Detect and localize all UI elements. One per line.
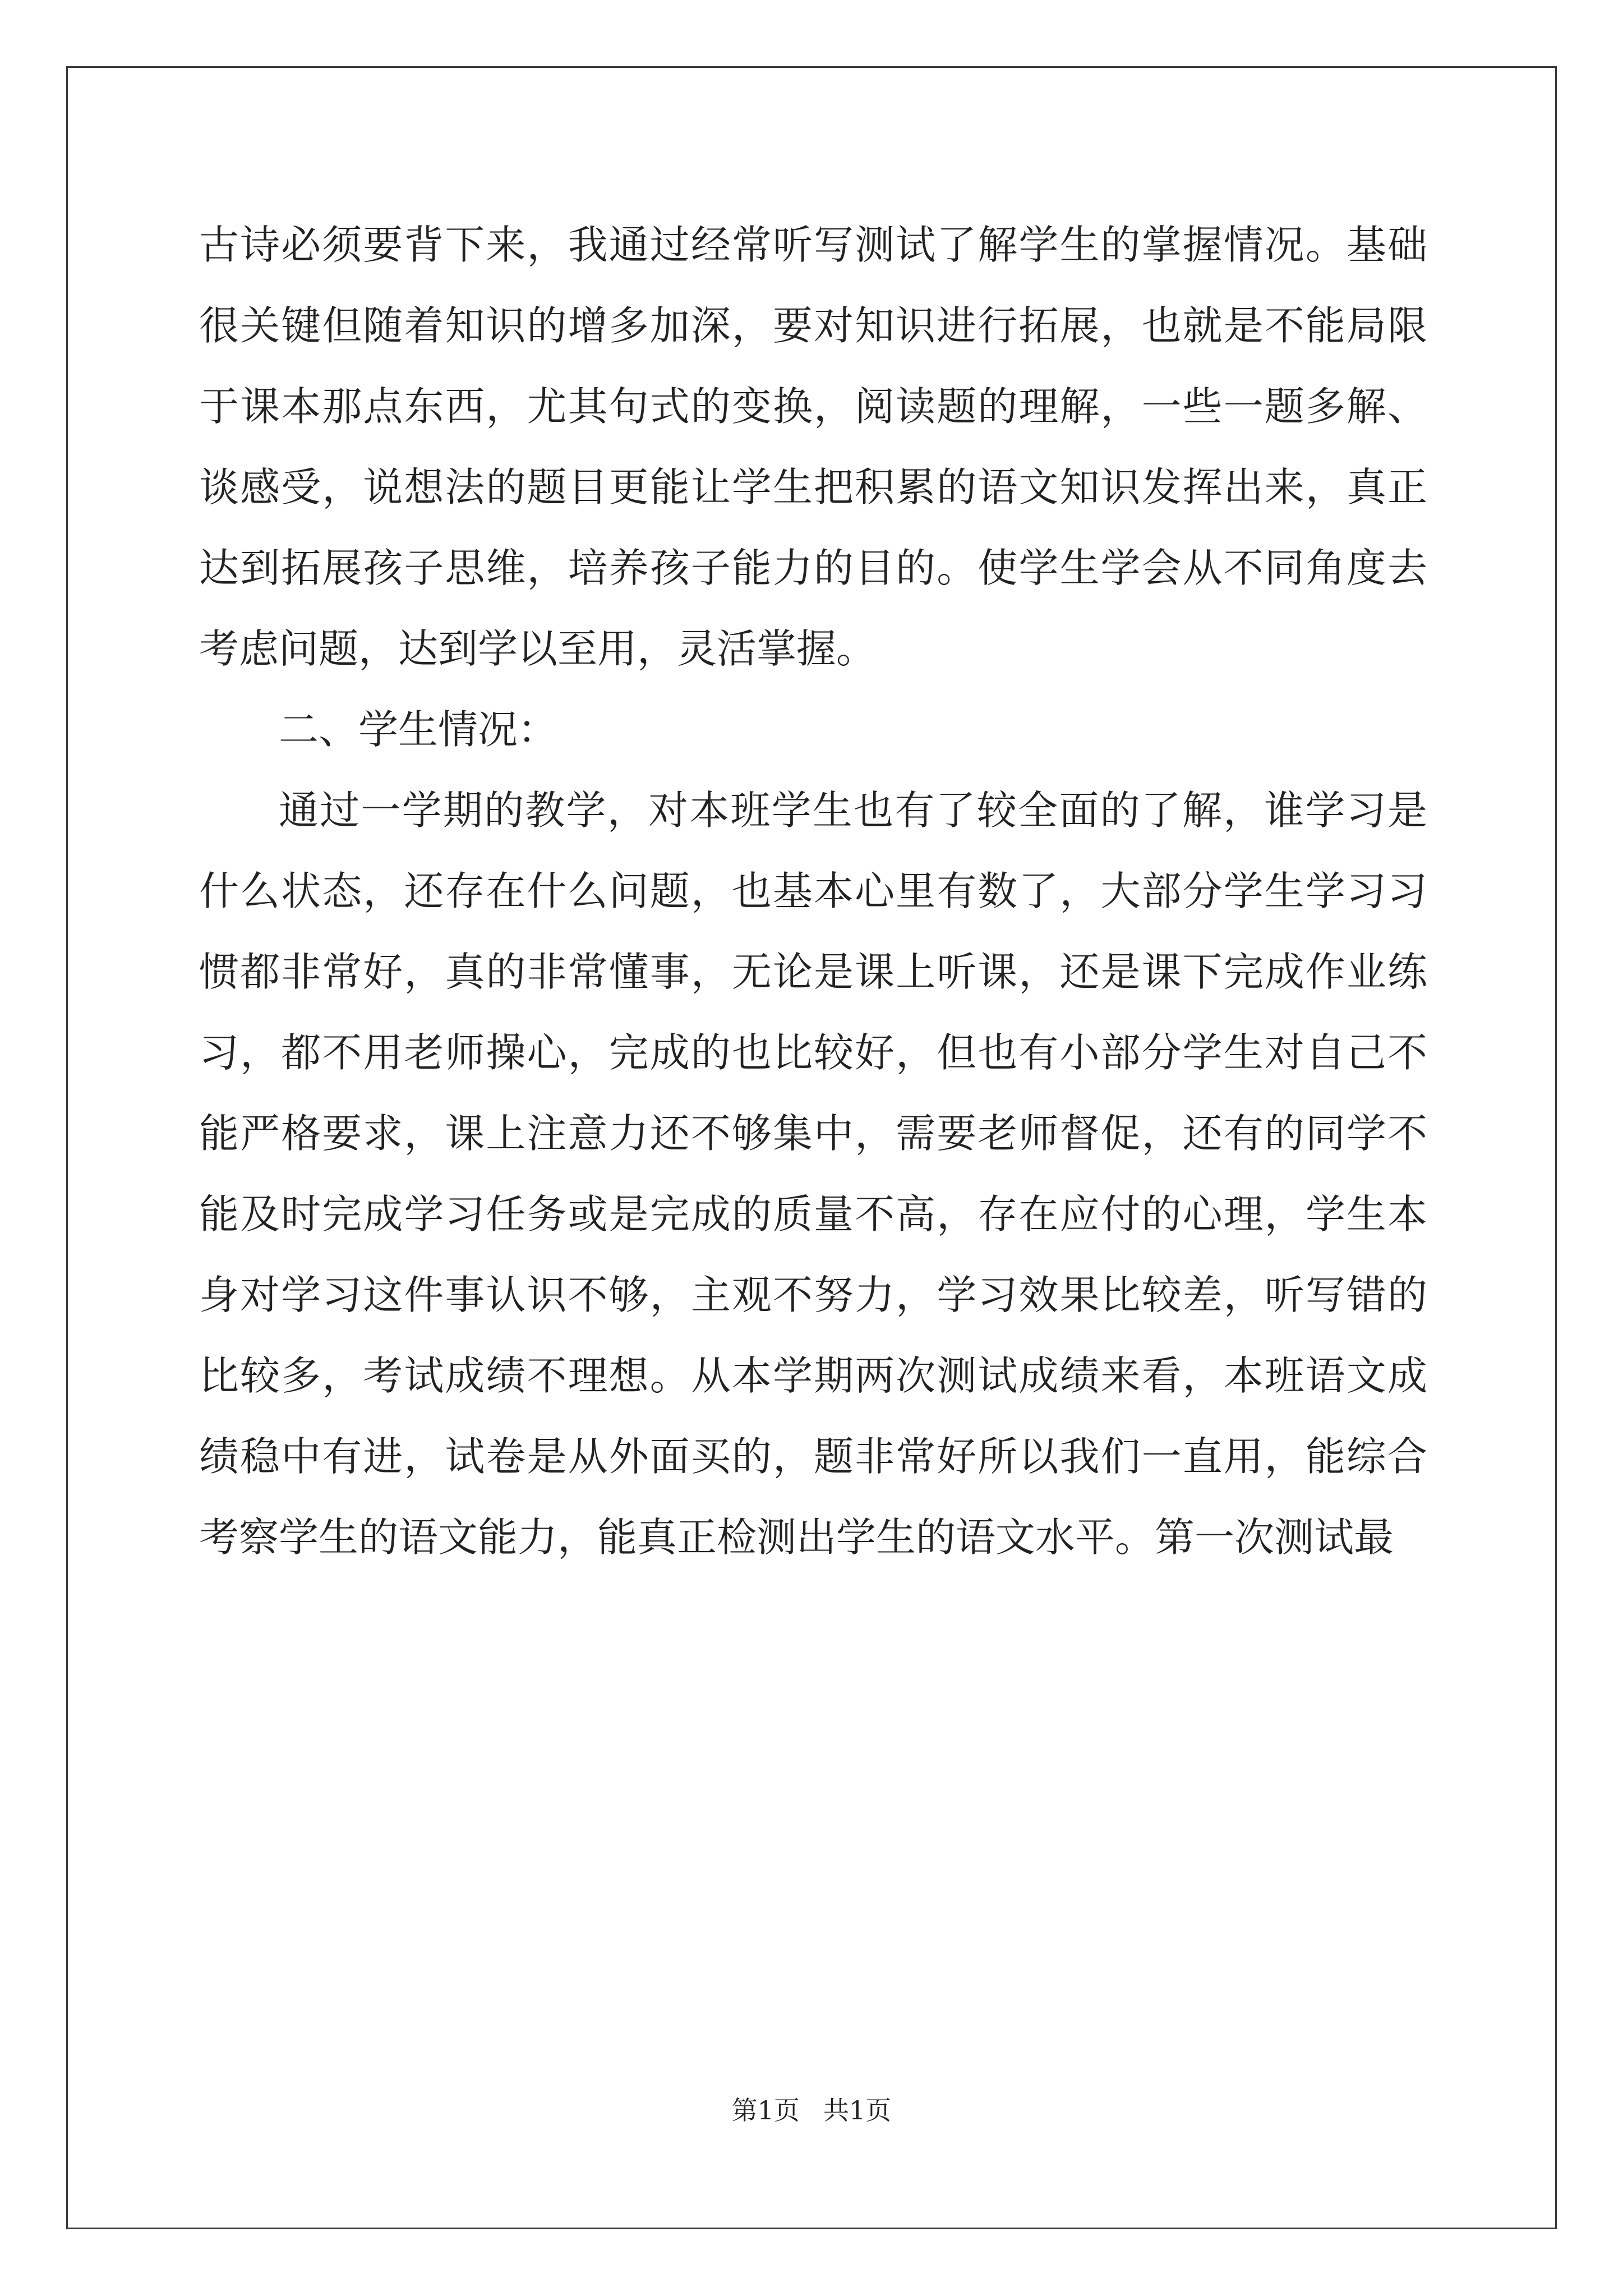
paragraph-text: 古诗必须要背下来，我通过经常听写测试了解学生的掌握情况。基础很关键但随着知识的增多加深，要对知识进行拓展，也就是不能局限于课本那点东西，尤其句式的变换，阅读题的理解，一些一题多解、谈感受，说想法的题目更能让学生把积累的语文知识发挥出来，真正达到拓展孩子思维，培养孩子能力的目的。使学生学会从不同角度去考虑问题，达到学以至用，灵活掌握。	[199, 222, 1427, 672]
page-footer	[0, 2093, 1623, 2127]
section-heading: 二、学生情况：	[279, 706, 558, 753]
paragraph-text: 通过一学期的教学，对本班学生也有了较全面的了解，谁学习是什么状态，还存在什么问题，也基本心里有数了，大部分学生学习习惯都非常好，真的非常懂事，无论是课上听课，还是课下完成作业练习，都不用老师操心，完成的也比较好，但也有小部分学生对自己不能严格要求，课上注意力还不够集中，需要老师督促，还有的同学不能及时完成学习任务或是完成的质量不高，存在应付的心理，学生本身对学习这件事认识不够，主观不努力，学习效果比较差，听写错的比较多，考试成绩不理想。从本学期两次测试成绩来看，本班语文成绩稳中有进，试卷是从外面买的，题非常好所以我们一直用，能综合考察学生的语文能力，能真正检测出学生的语文水平。第一次测试最	[199, 787, 1427, 1561]
page-total: 共1页	[823, 2095, 892, 2125]
document-body	[199, 205, 1427, 1578]
page-number: 第1页	[731, 2095, 800, 2125]
